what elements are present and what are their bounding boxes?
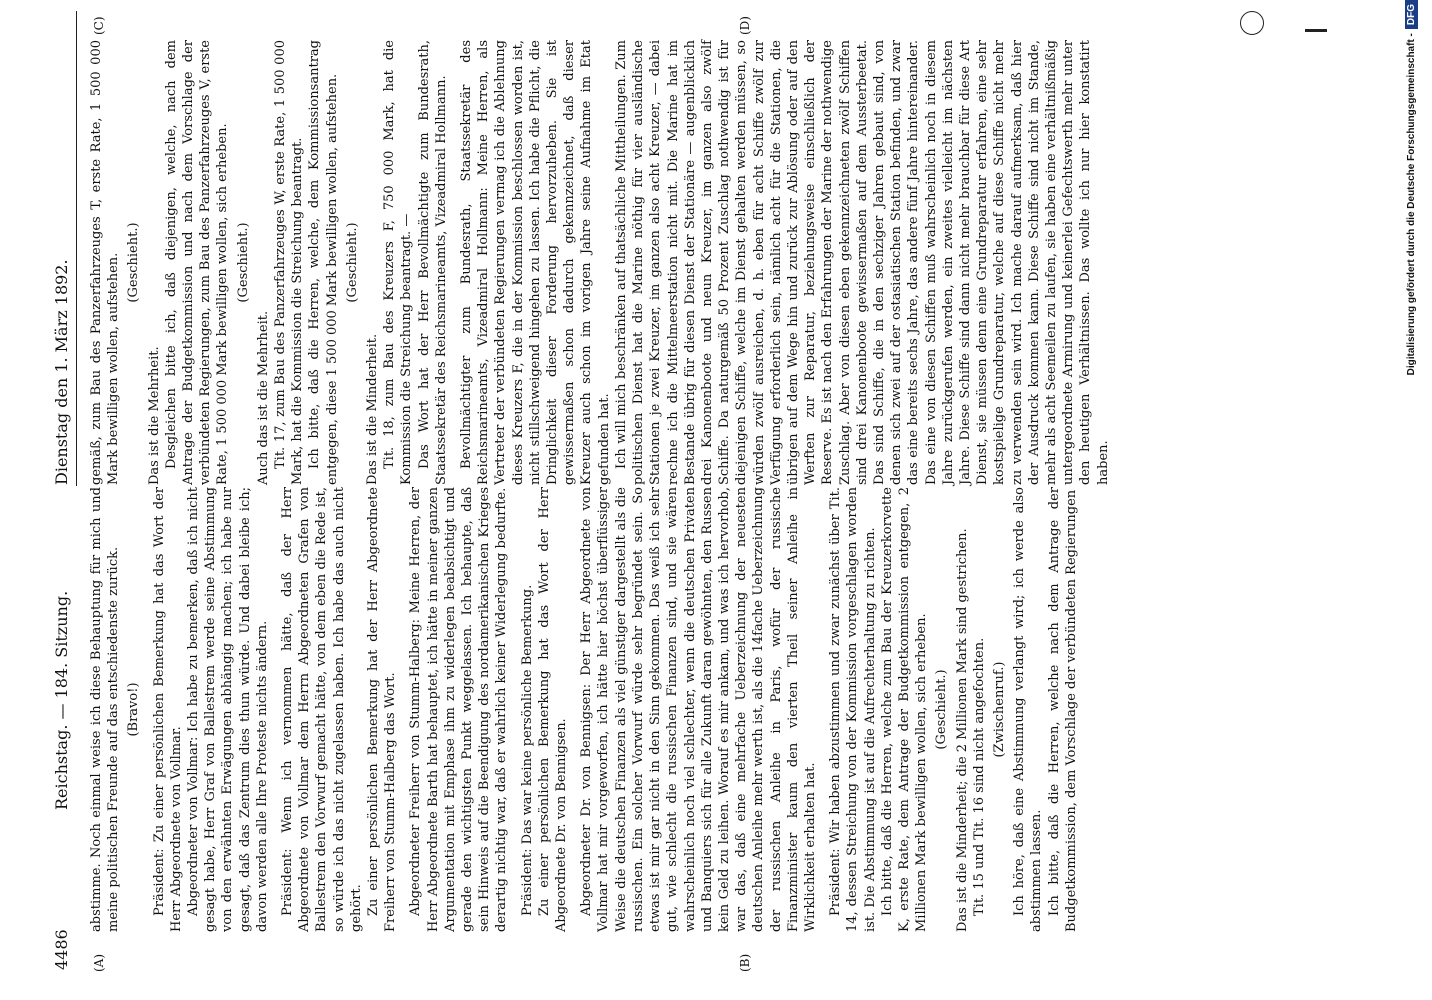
paragraph: gemäß, zum Bau des Panzerfahrzeuges T, erste Rate, 1 500 000 Mark bewilligen wollen, aufstehen. xyxy=(89,40,122,485)
paragraph: Ich höre, daß eine Abstimmung verlangt wird; ich werde also abstimmen lassen. xyxy=(1012,487,1045,932)
paragraph: (Zwischenruf.) xyxy=(991,661,1007,758)
paragraph: Das Wort hat der Herr Bevollmächtigte zum Bundesrath, Staatssekretär des Reichsmarineamts, Vizeadmiral Hollmann. xyxy=(416,40,449,485)
paragraph: Tit. 17, zum Bau des Panzerfahrzeuges W, erste Rate, 1 500 000 Mark, hat die Kommission die Streichung beantragt. xyxy=(273,40,306,485)
paragraph: Abgeordneter Dr. von Bennigsen: Der Herr Abgeordnete von Vollmar hat mir vorgeworfen, ich hätte hier höchst überflüssiger Weise die deutschen Finanzen als viel günstiger dargestellt als die russischen. Ein solcher Vorwurf würde sehr begründet sein. So etwas ist mir gar nicht in den Sinn gekommen. Das weiß ich sehr gut, wie schlecht die russischen Finanzen sind, und sie wären wahrscheinlich noch viel schlechter, wenn die deutschen Privaten und Banquiers sich für alle Zukunft daran gewöhnten, den Russen kein Geld zu leihen. Worauf es mir ankam, und was ich hervorhob, war das, daß eine mehrfache Ueberzeichnung der neuesten deutschen Anleihe mehr werth ist, als die 14fache Ueberzeichnung der russischen Anleihe in Paris, wofür der russische Finanzminister kaum den vierten Theil seiner Anleihe in Wirklichkeit erhalten hat. xyxy=(579,487,818,932)
paragraph: Präsident: Das war keine persönliche Bemerkung. xyxy=(519,584,535,916)
paragraph: Desgleichen bitte ich, daß diejenigen, welche, nach dem Antrage der Budgetkommission und nach dem Vorschlage der verbündeten Regierungen, zum Bau des Panzerfahrzeuges V, erste Rate, 1 500 000 Mark bewilligen wollen, sich erheben. xyxy=(163,40,231,485)
paragraph: (Geschieht.) xyxy=(126,222,142,303)
paragraph: Präsident: Zu einer persönlichen Bemerkung hat das Wort der Herr Abgeordnete von Vollmar. xyxy=(151,487,184,932)
paragraph: Ich bitte, daß die Herren, welche, dem Kommissionsantrag entgegen, diese 1 500 000 Mark bewilligen wollen, aufstehen. xyxy=(307,40,340,485)
paragraph: Zu einer persönlichen Bemerkung hat der Herr Abgeordnete Freiherr von Stumm-Halberg das Wort. xyxy=(366,487,399,932)
paragraph: Ich bitte, daß die Herren, welche nach dem Antrage der Budgetkommission, dem Vorschlage der verbündeten Regierungen xyxy=(1046,487,1079,932)
paragraph: Abgeordneter Freiherr von Stumm-Halberg: Meine Herren, der Herr Abgeordnete Barth hat behauptet, ich hätte in meiner ganzen Argumentation mit Emphase ihm zu widerlegen beabsichtigt und gerade den wichtigsten Punkt weggelassen. Ich behaupte, daß sein Hinweis auf die Beendigung des nordamerikanischen Krieges derartig nichtig war, daß er wahrlich keiner Widerlegung bedurfte. xyxy=(408,487,510,932)
right-text-column xyxy=(88,40,1112,485)
paragraph: (Bravo!) xyxy=(126,682,142,737)
paragraph: Abgeordneter von Vollmar: Ich habe zu bemerken, daß ich nicht gesagt habe, Herr Graf von Ballestrem werde seine Abstimmung von den erwähnten Erwägungen abhängig machen; ich habe nur gesagt, daß das Zentrum dies thun würde. Und dabei bleibe ich; davon werden alle Ihre Proteste nichts ändern. xyxy=(186,487,270,932)
paragraph: (Geschieht.) xyxy=(344,222,360,303)
paragraph: Ich will mich beschränken auf thatsächliche Mittheilungen. Zum politischen Dienst hat die Marine nöthig für vier ausländische Stationen je zwei Kreuzer, im ganzen also acht Kreuzer, — dabei rechne ich die Mittelmeerstation nicht mit. Die Marine hat im Bestande übrig für diesen Dienst der Stationäre — augenblicklich drei Kanonenboote und neun Kreuzer, im ganzen also zwölf Schiffe. Da naturgemäß 50 Prozent Zuschlag nothwendig ist für diejenigen Schiffe, welche im Dienst gehalten werden müssen, so würden zwölf ausreichen, d. h. eben für acht Schiffe zwölf zur Verfügung erforderlich sein, nämlich acht für die Stationen, die übrigen auf dem Wege hin und zurück zur Ablösung oder auf den Werften zur Reparatur, beziehungsweise einschließlich der Reserve. Es ist nach den Erfahrungen der Marine der nothwendige Zuschlag. Aber von diesen eben gekennzeichneten zwölf Schiffen sind drei Kanonenboote gewissermaßen auf dem Aussterbeetat. Das sind Schiffe, die in den sechziger Jahren gebaut sind, von denen sich zwei auf der ostasiatischen Station befinden, und zwar das eine bereits sechs Jahre, das andere fünf Jahre hintereinander. Das eine von diesen Schiffen muß wahrscheinlich noch in diesem Jahre zurückgerufen werden, ein zweites vielleicht im nächsten Jahre. Diese Schiffe sind dann nicht mehr brauchbar für diese Art Dienst, sie müssen denn eine Grundreparatur erfahren, eine sehr kostspielige Grundreparatur, welche auf diese Schiffe nicht mehr zu verwenden sein wird. Ich mache darauf aufmerksam, daß hier der Ausdruck kommen kann. Diese Schiffe sind nicht im Stande, mehr als acht Seemeilen zu laufen, sie haben eine verhältnißmäßig untergeordnete Armirung und keinerlei Gefechtswerth mehr unter den heutigen Verhältnissen. Das wollte ich nur hier konstatirt haben. xyxy=(613,40,1111,485)
paragraph: (Geschieht.) xyxy=(934,669,950,750)
paragraph: Tit. 18, zum Bau des Kreuzers F, 750 000 Mark, hat die Kommission die Streichung beantragt. — xyxy=(382,40,415,485)
marker-c: (C) xyxy=(92,16,106,35)
paragraph: Präsident: Wenn ich vernommen hätte, daß der Herr Abgeordnete von Vollmar dem Herrn Abgeordneten Grafen von Ballestrem den Vorwurf gemacht hätte, von dem eben die Rede ist, so würde ich das nicht zugelassen haben. Ich habe das auch nicht gehört. xyxy=(280,487,364,932)
paragraph: Auch das ist die Mehrheit. xyxy=(255,310,271,485)
paragraph: Das ist die Minderheit; die 2 Millionen Mark sind gestrichen. xyxy=(954,528,970,932)
paragraph: Zu einer persönlichen Bemerkung hat das Wort der Herr Abgeordnete Dr. von Bennigsen. xyxy=(536,487,570,932)
paragraph: Präsident: Wir haben abzustimmen und zwar zunächst über Tit. 14, dessen Streichung von der Kommission vorgeschlagen worden ist. Die Abstimmung ist auf die Aufrechterhaltung zu richten. xyxy=(828,487,878,932)
marker-d: (D) xyxy=(738,16,752,35)
marker-b: (B) xyxy=(738,953,752,972)
paragraph: (Geschieht.) xyxy=(235,222,251,303)
dfg-watermark xyxy=(1405,0,1418,1000)
session-title: Reichstag. — 184. Sitzung. xyxy=(52,590,71,810)
paragraph: Bevollmächtigter zum Bundesrath, Staatssekretär des Reichsmarineamts, Vizeadmiral Hollmann: Meine Herren, als Vertreter der verbündeten Regierungen vermag ich die Ablehnung dieses Kreuzers F, die in der Kommission beschlossen worden ist, nicht stillschweigend hingehen zu lassen. Ich habe die Pflicht, die Dringlichkeit dieser Forderung hervorzuheben. Sie ist gewissermaßen schon dadurch gekennzeichnet, daß dieser Kreuzer auch schon im vorigen Jahre seine Aufnahme im Etat gefunden hat. xyxy=(459,40,612,485)
marker-a: (A) xyxy=(92,953,106,972)
watermark-text: Digitalisierung gefördert durch die Deutsche Forschungsgemeinschaft - xyxy=(1406,33,1417,376)
left-text-column xyxy=(88,487,1080,932)
dfg-logo: DFG xyxy=(1405,0,1418,29)
paragraph: Ich bitte, daß die Herren, welche zum Bau der Kreuzerkorvette K, erste Rate, dem Antrage der Budgetkommission entgegen, 2 Millionen Mark bewilligen wollen, sich erheben. xyxy=(879,487,930,932)
header-rule xyxy=(76,11,77,486)
paragraph: abstimme. Noch einmal weise ich diese Behauptung für mich und meine politischen Freunde auf das entschiedenste zurück. xyxy=(89,487,122,932)
date-title: Dienstag den 1. März 1892. xyxy=(52,259,71,485)
page-number: 4486 xyxy=(52,929,71,970)
margin-tick-icon xyxy=(1305,29,1327,32)
paragraph: Das ist die Mehrheit. xyxy=(146,346,162,485)
paragraph: Das ist die Minderheit. xyxy=(365,333,381,485)
punch-hole-icon xyxy=(1240,11,1264,35)
paragraph: Tit. 15 und Tit. 16 sind nicht angefochten. xyxy=(971,637,987,916)
